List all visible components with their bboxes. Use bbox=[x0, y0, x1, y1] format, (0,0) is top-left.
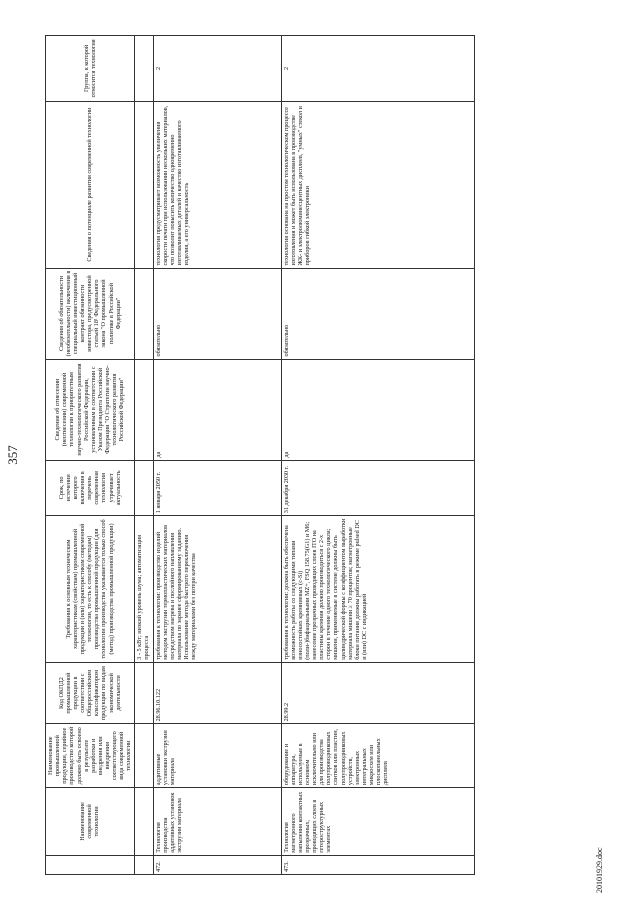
header-num bbox=[46, 855, 135, 874]
footer-filename: 20101929.doc bbox=[595, 847, 604, 893]
row-obligation: обязательно bbox=[281, 268, 474, 359]
header-deadline: Срок, по истечении которого включения в перечень современная технология утрачивает актуальность bbox=[46, 460, 135, 516]
header-code: Код ОКПД2 промышленной продукции в соответствии с Общероссийским классификатором продукции по видам экономической деятельности bbox=[46, 662, 135, 724]
row-deadline: 31 декабря 2030 г. bbox=[281, 460, 474, 516]
header-requirements: Требования к основным техническим характеристикам (свойствам) промышленной продукции и (или) характеристикам современной технологии, то есть к способу (методам) производства промышленной продукции (для технологии производства указывается только способ (метод) производства промышленной продукции) bbox=[46, 516, 135, 663]
continuation-text: 3 - 5 кВт; низкий уровень шума; автоматизация процесса bbox=[134, 516, 153, 663]
row-number: 473. bbox=[281, 855, 474, 874]
rotated-sheet bbox=[5, 35, 635, 893]
row-tech: Технология производства аддитивных установок экструзии материала bbox=[153, 788, 281, 856]
row-priority: да bbox=[281, 359, 474, 460]
row-potential: технология основана на простом технологическом процессе изготовления и может быть использована в производстве ЖК- и электролюминесцентных дисплеев, "умных" стекол и приборов гибкой электроники bbox=[281, 101, 474, 268]
header-obligation: Сведения об обязательности (необязательности) включения в специальный инвестиционный контракт обязанности инвестора, предусмотренной статьей 18¹ Федерального закона "О промышленной политике в Российской Федерации" bbox=[46, 268, 135, 359]
technology-table bbox=[45, 35, 475, 875]
row-number: 472. bbox=[153, 855, 281, 874]
header-row bbox=[46, 36, 135, 875]
row-code: 28.99.2 bbox=[281, 662, 474, 724]
header-priority: Сведения об отнесении (неотнесении) современной технологии к приоритетным научно-технологического развития Российской Федерации, установленным в соответствии с Указом Президента Российской Федерации "О Стратегии научно-технологического развития Российской Федерации" bbox=[46, 359, 135, 460]
row-deadline: 1 января 2050 г. bbox=[153, 460, 281, 516]
table-row bbox=[281, 36, 474, 875]
row-product: оборудование и аппаратура, используемые в основном исключительно или для производства полупроводниковых слитков или пластин, полупроводниковых устройств, электронных интегральных микросхем или плоскопанельных дисплеев bbox=[281, 724, 474, 788]
table-row bbox=[153, 36, 281, 875]
header-tech: Наименование современной технологии bbox=[46, 788, 135, 856]
row-product: аддитивные установки экструзии материала bbox=[153, 724, 281, 788]
row-group: 2 bbox=[153, 36, 281, 102]
header-product: Наименование промышленной продукции, серийное производство которой должно быть освоено в результате разработки и внедрения или внедрения соответствующего вида современной технологии bbox=[46, 724, 135, 788]
row-requirements: требования к технологии: должна быть обеспечена возможность работы со следующими типами износостойких кремниевых (c-Si) (поли-)бифациальными MZ+, FSQ 158.75(G1) и M6; нанесение прозрачных проводящих слоев ITO на пластины кремния должно производиться с 2-х сторон в течение одного технологического цикла; мишени, применяемые в системе должны быть цилиндрической формы с коэффициентом выработки материала мишени ≥ 70 процентов; магнетронные блоки питания должны работать в режиме pulsed DC и (или) DC с индикацией bbox=[281, 516, 474, 663]
row-priority: да bbox=[153, 359, 281, 460]
row-group: 2 bbox=[281, 36, 474, 102]
row-potential: технология предусматривает возможность увеличения скорости печати при использовании нескольких материалов, что позволит повысить количество одновременно изготавливаемых деталей и качество изготавливаемого изделия, а его универсальность bbox=[153, 101, 281, 268]
header-group: Группа, к которой относится технология bbox=[46, 36, 135, 102]
row-obligation: обязательно bbox=[153, 268, 281, 359]
continuation-row bbox=[134, 36, 153, 875]
row-tech: Технология магнетронного напыления контактных прозрачных, проводящих слоев в гетероструктурных элементах bbox=[281, 788, 474, 856]
row-code: 28.96.10.122 bbox=[153, 662, 281, 724]
row-requirements: требования к технологии: производство изделий методом экструзии термопластических материалов посредством нагрева и послойного наплавления материала по заранее сформированному заданию. Использование метода быстрого переключения между материалами без потери качества bbox=[153, 516, 281, 663]
page-number: 357 bbox=[5, 445, 20, 465]
header-potential: Сведения о потенциале развития современной технологии bbox=[46, 101, 135, 268]
